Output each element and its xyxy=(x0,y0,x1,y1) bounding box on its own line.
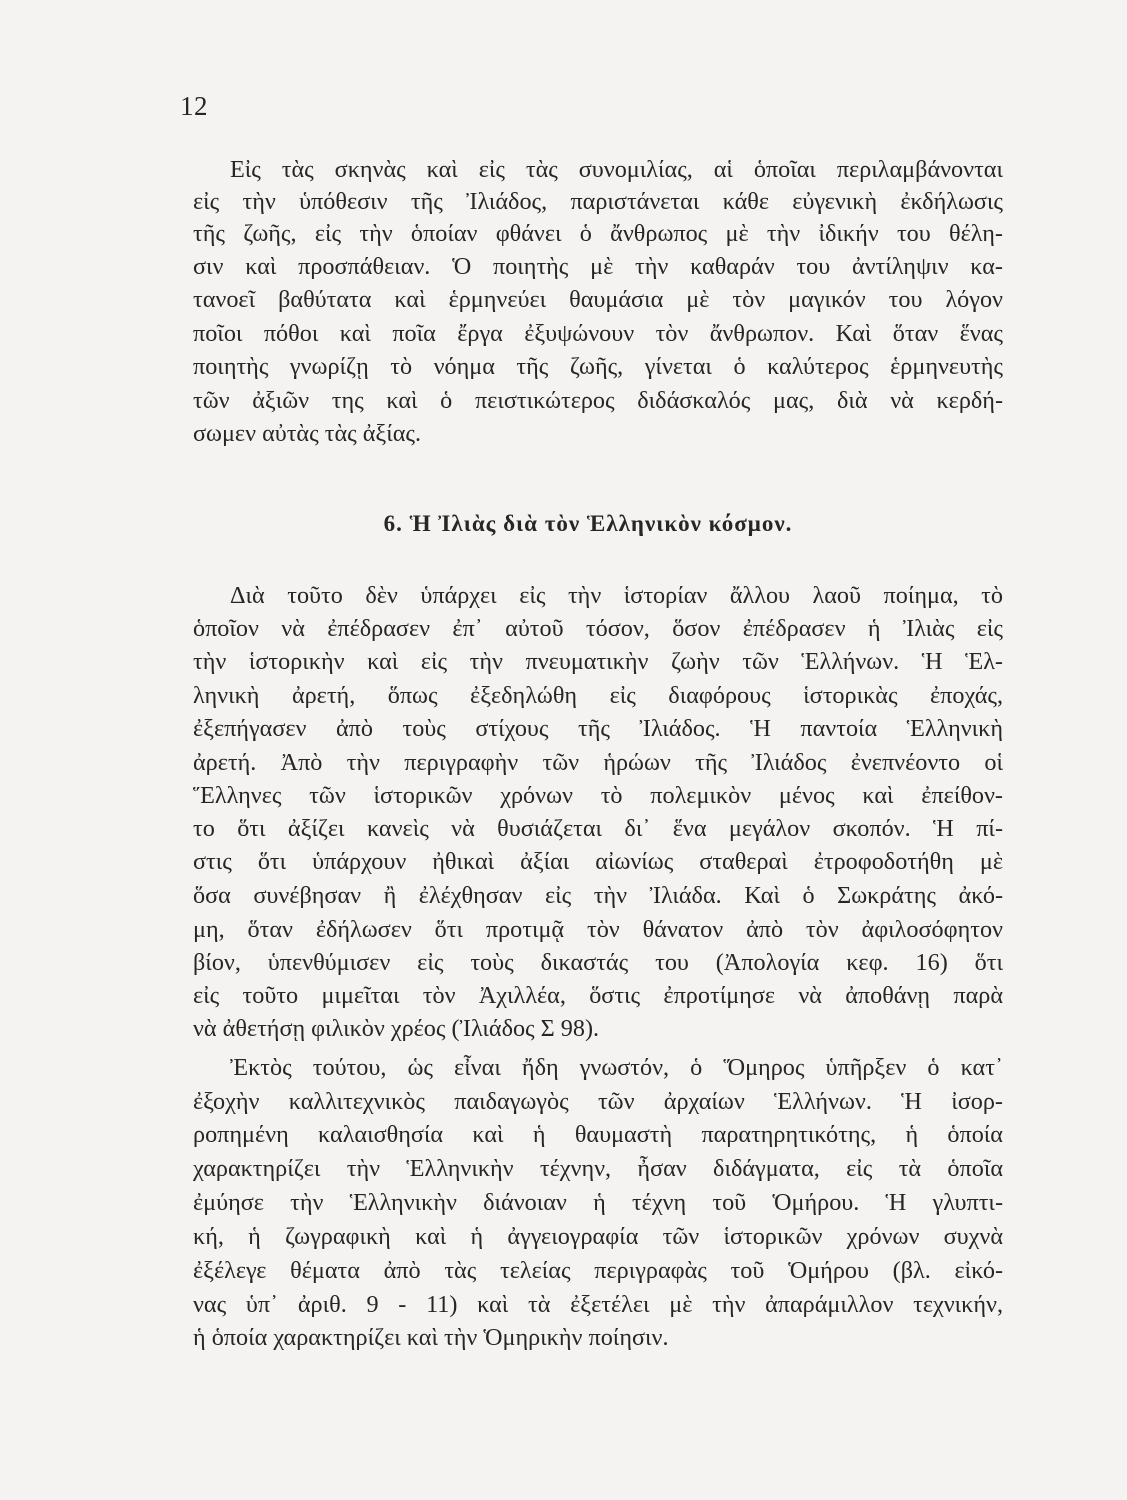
text-line: Διὰ τοῦτο δὲν ὑπάρχει εἰς τὴν ἱστορίαν ἄλλου λαοῦ ποίημα, τὸ xyxy=(230,582,1003,609)
text-line: στις ὅτι ὑπάρχουν ἠθικαὶ ἀξίαι αἰωνίως σταθεραὶ ἐτροφοδοτήθη μὲ xyxy=(193,848,1003,875)
text-line: ὁποῖον νὰ ἐπέδρασεν ἐπ᾽ αὐτοῦ τόσον, ὅσον ἐπέδρασεν ἡ Ἰλιὰς εἰς xyxy=(193,615,1003,642)
text-line: νὰ ἀθετήσῃ φιλικὸν χρέος (Ἰλιάδος Σ 98). xyxy=(193,1015,600,1042)
text-line: βίον, ὑπενθύμισεν εἰς τοὺς δικαστάς του (Ἀπολογία κεφ. 16) ὅτι xyxy=(193,949,1003,976)
section-heading xyxy=(193,508,1003,540)
text-line: ποιητὴς γνωρίζῃ τὸ νόημα τῆς ζωῆς, γίνεται ὁ καλύτερος ἑρμηνευτὴς xyxy=(193,353,1003,380)
text-line: Ἐκτὸς τούτου, ὡς εἶναι ἤδη γνωστόν, ὁ Ὅμηρος ὑπῆρξεν ὁ κατ᾽ xyxy=(230,1054,1003,1081)
text-line: εἰς τὴν ὑπόθεσιν τῆς Ἰλιάδος, παριστάνεται κάθε εὐγενικὴ ἐκδήλωσις xyxy=(193,188,1003,215)
text-line: σιν καὶ προσπάθειαν. Ὁ ποιητὴς μὲ τὴν καθαράν του ἀντίληψιν κα- xyxy=(193,253,1003,280)
text-line: χαρακτηρίζει τὴν Ἑλληνικὴν τέχνην, ἦσαν διδάγματα, εἰς τὰ ὁποῖα xyxy=(193,1155,1003,1182)
text-line: τῶν ἀξιῶν της καὶ ὁ πειστικώτερος διδάσκαλός μας, διὰ νὰ κερδή- xyxy=(193,387,1003,414)
text-line: μη, ὅταν ἐδήλωσεν ὅτι προτιμᾷ τὸν θάνατον ἀπὸ τὸν ἀφιλοσόφητον xyxy=(193,916,1003,943)
text-line: τῆς ζωῆς, εἰς τὴν ὁποίαν φθάνει ὁ ἄνθρωπος μὲ τὴν ἰδικήν του θέλη- xyxy=(193,220,1003,247)
text-line: ὅσα συνέβησαν ἢ ἐλέχθησαν εἰς τὴν Ἰλιάδα. Καὶ ὁ Σωκράτης ἀκό- xyxy=(193,882,1003,909)
text-line: Ἕλληνες τῶν ἱστορικῶν χρόνων τὸ πολεμικὸν μένος καὶ ἐπείθον- xyxy=(193,782,1003,809)
text-line: το ὅτι ἀξίζει κανεὶς νὰ θυσιάζεται δι᾽ ἕνα μεγάλον σκοπόν. Ἡ πί- xyxy=(193,815,1003,842)
text-line: ληνικὴ ἀρετή, ὅπως ἐξεδηλώθη εἰς διαφόρους ἱστορικὰς ἐποχάς, xyxy=(193,682,1003,709)
text-line: ἀρετή. Ἀπὸ τὴν περιγραφὴν τῶν ἡρώων τῆς Ἰλιάδος ἐνεπνέοντο οἱ xyxy=(193,749,1003,776)
text-line: σωμεν αὐτὰς τὰς ἀξίας. xyxy=(193,420,422,447)
text-line: ποῖοι πόθοι καὶ ποῖα ἔργα ἐξυψώνουν τὸν ἄνθρωπον. Καὶ ὅταν ἕνας xyxy=(193,320,1003,347)
text-line: ἐξέλεγε θέματα ἀπὸ τὰς τελείας περιγραφὰς τοῦ Ὁμήρου (βλ. εἰκό- xyxy=(193,1257,1003,1284)
page-number: 12 xyxy=(180,91,208,121)
text-line: ἡ ὁποία χαρακτηρίζει καὶ τὴν Ὁμηρικὴν ποίησιν. xyxy=(193,1324,669,1351)
text-line: κή, ἡ ζωγραφικὴ καὶ ἡ ἀγγειογραφία τῶν ἱστορικῶν χρόνων συχνὰ xyxy=(193,1223,1003,1250)
text-line: τανοεῖ βαθύτατα καὶ ἑρμηνεύει θαυμάσια μὲ τὸν μαγικόν του λόγον xyxy=(193,286,1003,313)
text-line: ἐμύησε τὴν Ἑλληνικὴν διάνοιαν ἡ τέχνη τοῦ Ὁμήρου. Ἡ γλυπτι- xyxy=(193,1189,1003,1216)
text-line: ἐξοχὴν καλλιτεχνικὸς παιδαγωγὸς τῶν ἀρχαίων Ἑλλήνων. Ἡ ἰσορ- xyxy=(193,1088,1003,1115)
text-line: Εἰς τὰς σκηνὰς καὶ εἰς τὰς συνομιλίας, αἱ ὁποῖαι περιλαμβάνονται xyxy=(230,156,1003,183)
text-line: τὴν ἱστορικὴν καὶ εἰς τὴν πνευματικὴν ζωὴν τῶν Ἑλλήνων. Ἡ Ἑλ- xyxy=(193,648,1003,675)
text-line: εἰς τοῦτο μιμεῖται τὸν Ἀχιλλέα, ὅστις ἐπροτίμησε νὰ ἀποθάνῃ παρὰ xyxy=(193,982,1003,1009)
text-line: ροπημένη καλαισθησία καὶ ἡ θαυμαστὴ παρατηρητικότης, ἡ ὁποία xyxy=(193,1121,1003,1148)
section-heading-text: 6. Ἡ Ἰλιὰς διὰ τὸν Ἑλληνικὸν κόσμον. xyxy=(383,511,793,536)
text-line: ἐξεπήγασεν ἀπὸ τοὺς στίχους τῆς Ἰλιάδος. Ἡ παντοία Ἑλληνικὴ xyxy=(193,715,1003,742)
text-line: νας ὑπ᾽ ἀριθ. 9 - 11) καὶ τὰ ἐξετέλει μὲ τὴν ἀπαράμιλλον τεχνικήν, xyxy=(193,1291,1003,1318)
